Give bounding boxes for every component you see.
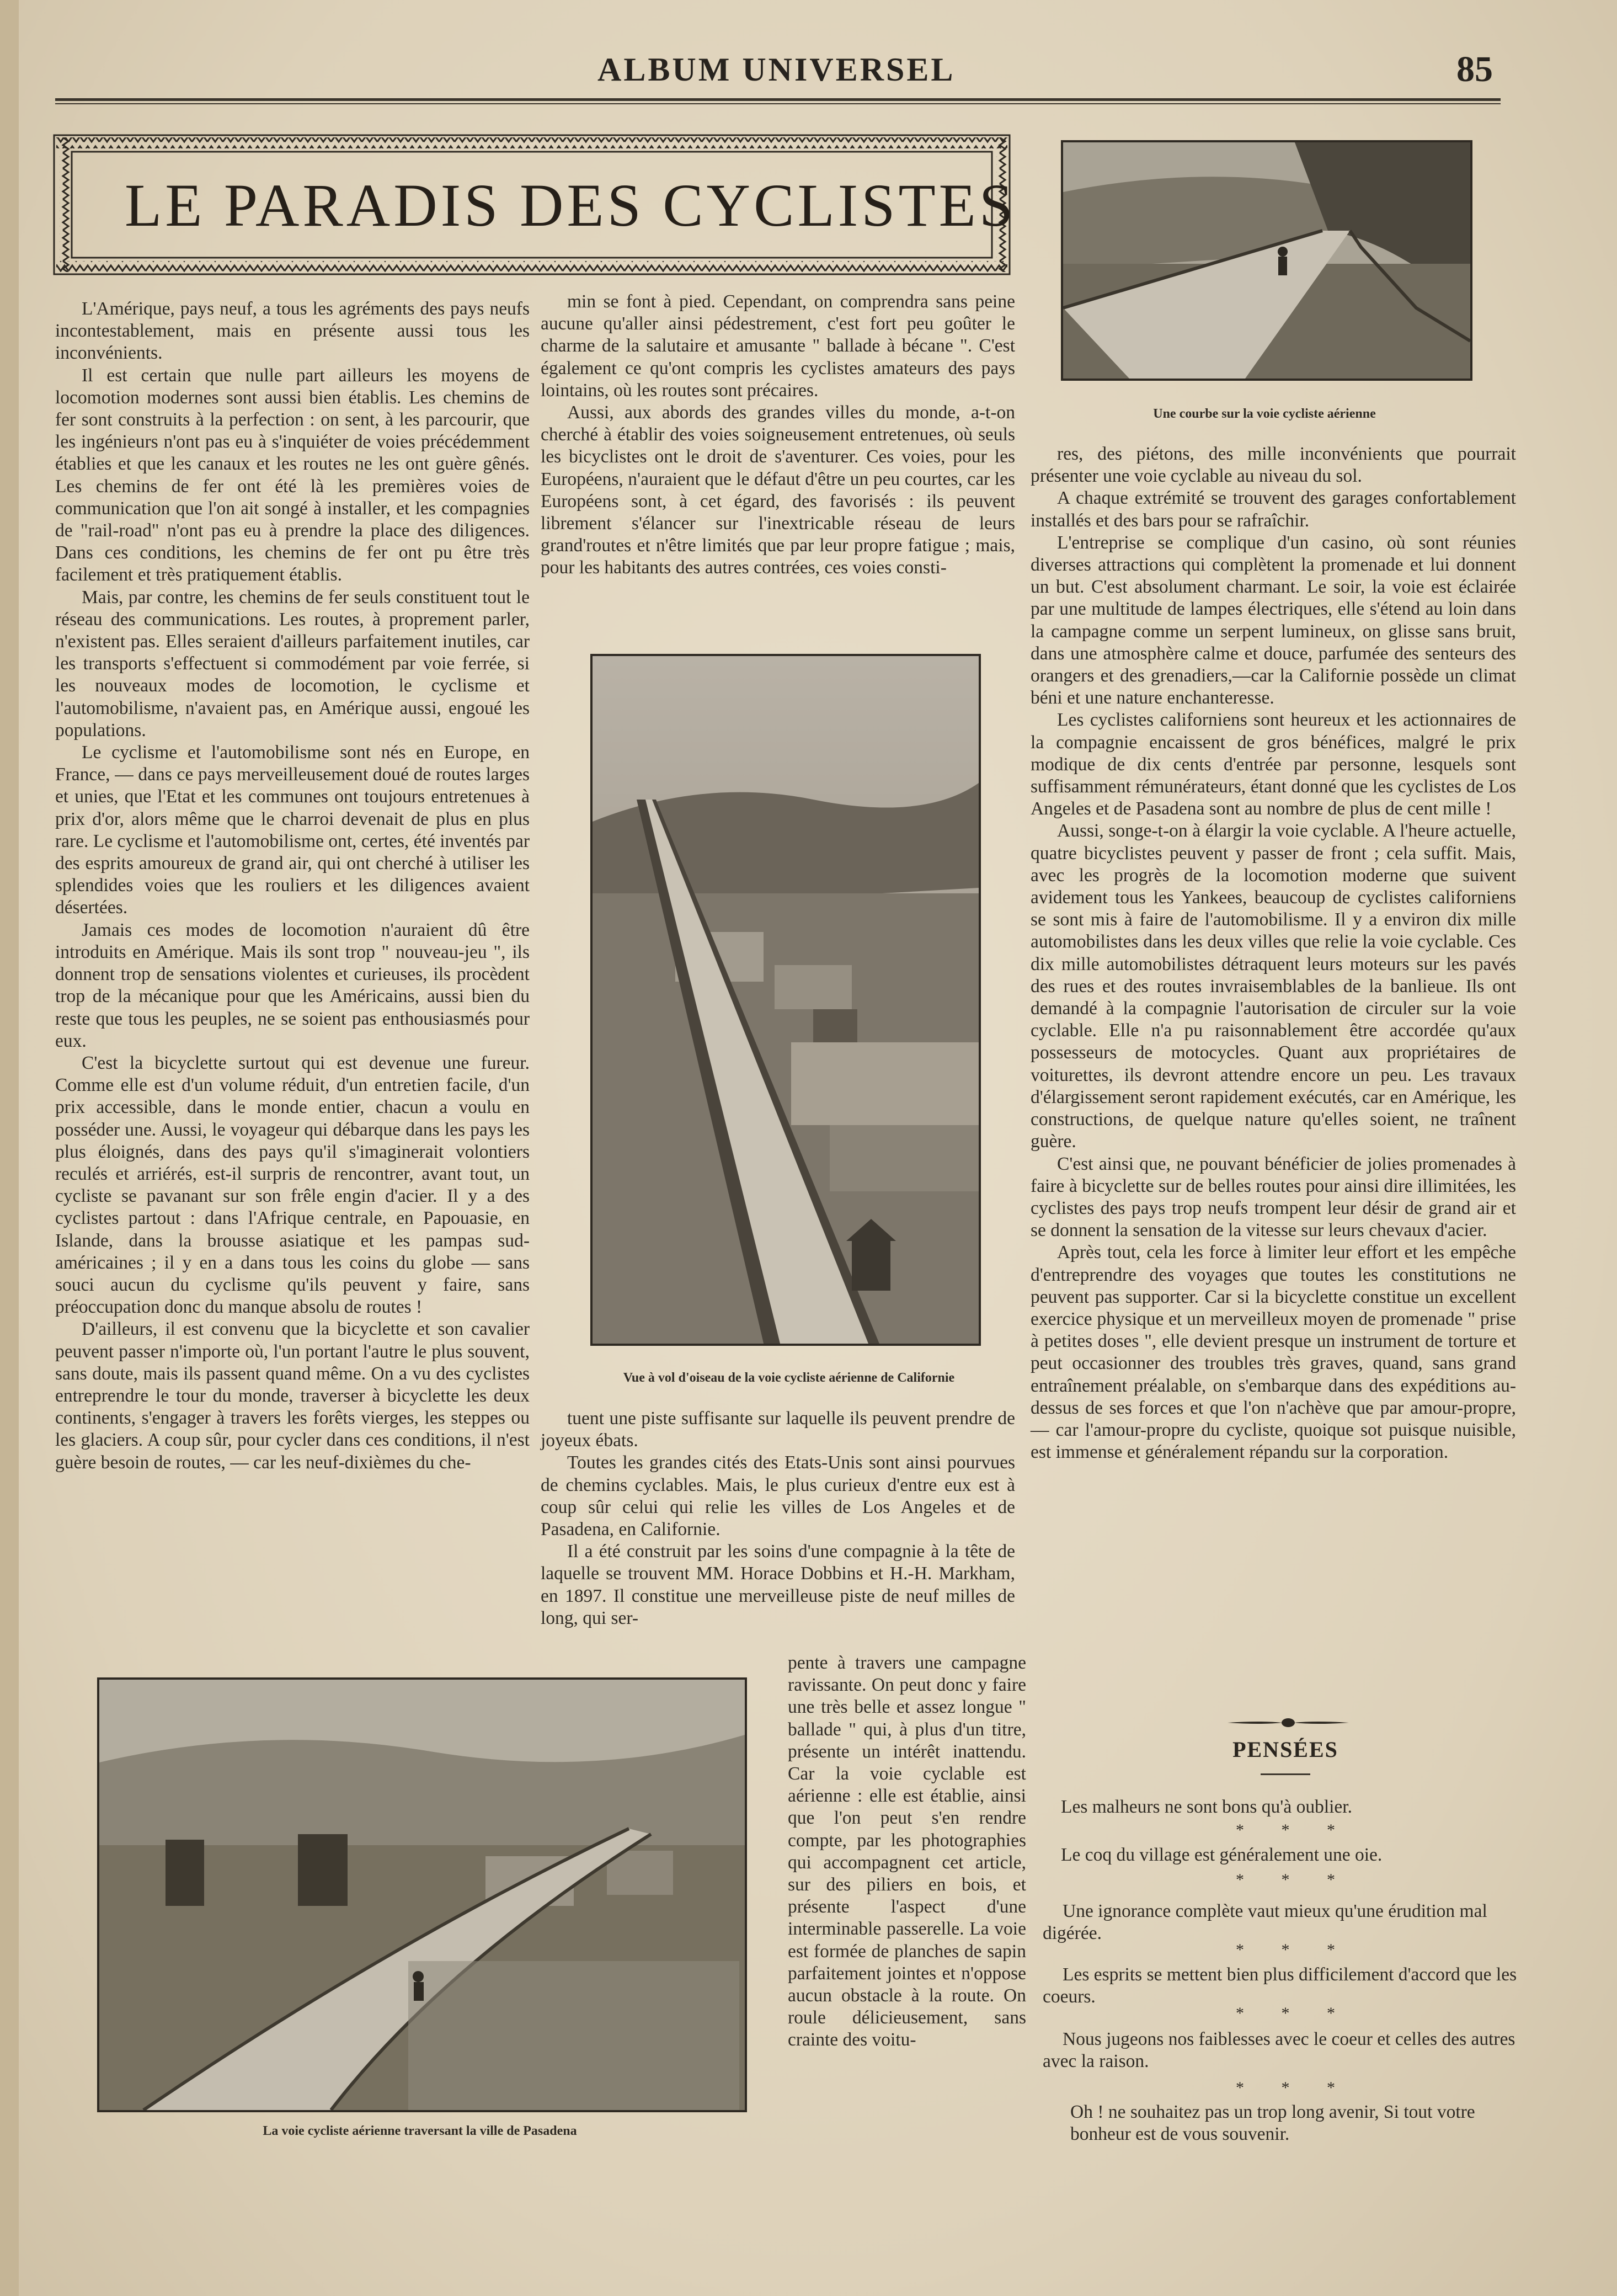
paragraph: Après tout, cela les force à limiter leur effort et les empêche d'entreprendre des voyages que toutes les constitutions ne peuvent pas supporter. Car si la bicyclette constitue un excellent exercice physique et un merveilleux moyen de promenade " prise à petites doses ", elle devient presque un instrument de torture et peut occasionner des troubles très graves, quand, sans grand entraînement préalable, on s'embarque dans des expéditions au-dessus de ses forces et que l'on n'achève que par amour-propre, — car l'amour-propre du cycliste, quoique sot puisque nuisible, est immense et généralement répandu sur la corporation. (1031, 1242, 1516, 1463)
photo-curve-image (1063, 142, 1470, 379)
paragraph: res, des piétons, des mille inconvénients que pourrait présenter une voie cyclable au niveau du sol. (1031, 444, 1516, 487)
pensee-4: Les esprits se mettent bien plus difficilement d'accord que les coeurs. (1043, 1964, 1517, 2007)
column-2-middle (541, 1408, 1015, 1629)
pensees-title: PENSÉES (1232, 1737, 1338, 1762)
photo-curve (1061, 140, 1472, 381)
paragraph: min se font à pied. Cependant, on comprendra sans peine aucune qu'aller ainsi pédestrement, c'est fort peu goûter le charme de la salutaire et amusante " ballade à bécane ". C'est également ce qu'ont compris les cyclistes amateurs des pays lointains, où les routes sont précaires. (541, 291, 1015, 401)
paragraph: Les cyclistes californiens sont heureux et les actionnaires de la compagnie encaissent de gros bénéfices, malgré le prix modique de dix cents d'entrée par personne, lesquels sont suffisamment rémunérateurs, étant donné que les cyclistes de Los Angeles et de Pasadena sont au nombre de plus de cent mille ! (1031, 710, 1516, 819)
header-rule-thin (55, 103, 1501, 104)
header-rule (55, 98, 1501, 101)
paragraph: pente à travers une campagne ravissante. On peut donc y faire une très belle et assez longue " ballade " qui, à plus d'un titre, présente un intérêt inattendu. Car la voie cyclable est aérienne : elle est établie, ainsi que l'on peut s'en rendre compte, par les photographies qui accompagnent cet article, sur des piliers en bois, et présente l'aspect d'une interminable passerelle. La voie est formée de planches de sapin parfaitement jointes et n'oppose aucun obstacle à la route. On roule délicieusement, sans crainte des voitu- (788, 1653, 1026, 2050)
pensee-separator: * * * (1236, 1871, 1352, 1889)
paragraph: Aussi, aux abords des grandes villes du monde, a-t-on cherché à établir des voies soigneusement entretenues, où seuls les bicyclistes ont le droit de s'aventurer. Ces voies, pour les Européens, n'auraient que le défaut d'être un peu courtes, car les Européens sont, à cet égard, des favorisés : ils peuvent librement s'élancer sur l'inextricable réseau de leurs grand'routes et n'être limités que par leur propre fatigue ; mais, pour les habitants des autres contrées, ces voies consti- (541, 402, 1015, 578)
pensee-3: Une ignorance complète vaut mieux qu'une érudition mal digérée. (1043, 1901, 1487, 1943)
paragraph: L'entreprise se complique d'un casino, où sont réunies diverses attractions qui complètent la promenade et lui donnent un but. C'est absolument charmant. Le soir, la voie est éclairée par une multitude de lampes électriques, elle s'étend au loin dans la campagne comme un serpent lumineux, on glisse sans bruit, dans une atmosphère calme et douce, parfumée des senteurs des orangers et des grenadiers,—car la Californie possède un climat béni et une nature enchanteresse. (1031, 532, 1516, 708)
paragraph: C'est ainsi que, ne pouvant bénéficier de jolies promenades à faire à bicyclette sur de belles routes pour ainsi dire illimitées, les cyclistes des pays trop neufs trompent leur désir de grand air et se donnent la sensation de la vitesse sur leurs chevaux d'acier. (1031, 1153, 1516, 1241)
pensee-2: Le coq du village est généralement une oie. (1061, 1845, 1383, 1865)
pensees-rule (1261, 1773, 1310, 1775)
column-1 (55, 298, 530, 1474)
paragraph: A chaque extrémité se trouvent des garages confortablement installés et des bars pour se rafraîchir. (1031, 488, 1516, 531)
paragraph: Mais, par contre, les chemins de fer seuls constituent tout le réseau des communications. Les routes, à proprement parler, n'existent pas. Elles seraient d'ailleurs parfaitement inutiles, car les transports s'effectuent si commodément par voie ferrée, si les nouveaux modes de locomotion, le cyclisme et l'automobilisme, n'avaient pas, en Amérique aussi, engoué les populations. (55, 587, 530, 741)
pensee-1: Les malheurs ne sont bons qu'à oublier. (1061, 1797, 1352, 1817)
paragraph: C'est la bicyclette surtout qui est devenue une fureur. Comme elle est d'un volume réduit, d'un entretien facile, d'un prix accessible, dans le monde entier, chacun a voulu en posséder une. Aussi, le voyageur qui débarque dans les pays les plus éloignés, dans des pays qu'il s'imaginerait volontiers reculés et arriérés, est-il surpris de rencontrer, avant tout, un cycliste se pavanant sur son frêle engin d'acier. Il y a des cyclistes partout : dans l'Afrique centrale, en Papouasie, en Islande, dans la brousse asiatique et les pampas sud-américaines ; il y en a dans tous les coins du globe — sans souci aucun du cyclisme qu'ils peuvent y faire, sans préoccupation donc du manque absolu de routes ! (55, 1052, 530, 1318)
pensee-separator: * * * (1236, 2079, 1352, 2097)
caption-birds-eye-view: Vue à vol d'oiseau de la voie cycliste aérienne de Californie (623, 1371, 955, 1385)
caption-curve: Une courbe sur la voie cycliste aérienne (1153, 407, 1376, 421)
photo-pasadena-image (99, 1680, 745, 2110)
column-2-narrow (788, 1652, 1026, 2052)
page-binding-edge (0, 0, 19, 2296)
paragraph: Il a été construit par les soins d'une compagnie à la tête de laquelle se trouvent MM. Horace Dobbins et H.-H. Markham, en 1897. Il constitue une merveilleuse piste de neuf milles de long, qui ser- (541, 1541, 1015, 1628)
article-title: LE PARADIS DES CYCLISTES (125, 172, 1017, 239)
paragraph: tuent une piste suffisante sur laquelle ils peuvent prendre de joyeux ébats. (541, 1408, 1015, 1451)
ornament-divider (1228, 1716, 1349, 1730)
photo-birds-eye-view (590, 654, 981, 1346)
paragraph: Il est certain que nulle part ailleurs les moyens de locomotion modernes sont aussi bien établis. Les chemins de fer sont construits à la perfection : on sent, à les parcourir, que les ingénieurs n'ont pas eu à s'inquiéter de voies précédemment établies et que les canaux et les routes ne les ont guère gênés. Les chemins de fer ont été là les premières voies de communication que l'on ait songé à installer, et les compagnies de "rail-road" n'ont pas eu à prendre la place des diligences. Dans ces conditions, les chemins de fer ont pu être très facilement et très pratiquement établis. (55, 365, 530, 585)
column-2-top (541, 291, 1015, 579)
paragraph: Jamais ces modes de locomotion n'auraient dû être introduits en Amérique. Mais ils sont trop " nouveau-jeu ", ils donnent trop de sensations violentes et curieuses, ils procèdent trop de la mécanique pour que les Américains, aussi bien du reste que tous les peuples, ne se soient pas enthousiasmés pour eux. (55, 919, 530, 1051)
paragraph: Aussi, songe-t-on à élargir la voie cyclable. A l'heure actuelle, quatre bicyclistes peuvent y passer de front ; cela suffit. Mais, avec les progrès de la locomotion moderne que suivent avidement tous les Yankees, beaucoup de cyclistes californiens se sont mis à faire de l'automobilisme. Il y a environ dix mille automobilistes dans les deux villes que relie la voie cyclable. Ces dix mille automobilistes détraquent leurs moteurs sur les pavés des rues et des routes invraisemblables de la banlieue. Ils ont demandé à la compagnie l'autorisation de circuler sur la voie cyclable. Elle n'a pu raisonnablement être accordée qu'aux possesseurs de motocycles. Quant aux propriétaires de voiturettes, ils devront attendre encore un peu. Les travaux d'élargissement seront rapidement exécutés, car en Amérique, les constructions, de quelque nature qu'elles soient, ne traînent guère. (1031, 821, 1516, 1152)
column-3 (1031, 443, 1516, 1463)
pensee-separator: * * * (1236, 1821, 1352, 1839)
pensee-separator: * * * (1236, 2004, 1352, 2022)
article-title-box (53, 134, 1017, 275)
page-number: 85 (1456, 49, 1493, 89)
caption-pasadena: La voie cycliste aérienne traversant la ville de Pasadena (263, 2124, 577, 2138)
publication-title: ALBUM UNIVERSEL (597, 51, 956, 88)
pensee-separator: * * * (1236, 1941, 1352, 1959)
paragraph: Toutes les grandes cités des Etats-Unis sont ainsi pourvues de chemins cyclables. Mais, le plus curieux d'entre eux est à coup sûr celui qui relie les villes de Los Angeles et de Pasadena, en Californie. (541, 1452, 1015, 1540)
pensee-5: Nous jugeons nos faiblesses avec le coeur et celles des autres avec la raison. (1043, 2029, 1515, 2071)
paragraph: L'Amérique, pays neuf, a tous les agréments des pays neufs incontestablement, mais en présente aussi tous les inconvénients. (55, 299, 530, 364)
photo-birds-eye-image (593, 656, 979, 1344)
photo-pasadena (97, 1677, 747, 2112)
paragraph: Le cyclisme et l'automobilisme sont nés en Europe, en France, — dans ce pays merveilleusement doué de routes larges et unies, que l'Etat et les communes ont toujours entretenues à prix d'or, alors même que le charroi devenait de plus en plus rare. Le cyclisme et l'automobilisme ont, certes, été inventés par des esprits amoureux de grand air, qui ont cherché à utiliser les splendides voies que les rouliers et les diligences avaient désertées. (55, 742, 530, 918)
paragraph: D'ailleurs, il est convenu que la bicyclette et son cavalier peuvent passer n'importe où, l'un portant l'autre le plus souvent, sans doute, mais ils passent quand même. On a vu des cyclistes entreprendre le tour du monde, traverser à bicyclette les deux continents, s'engager à travers les forêts vierges, les steppes ou les glaciers. A coup sûr, pour cycler dans ces conditions, il n'est guère besoin de routes, — car les neuf-dixièmes du che- (55, 1319, 530, 1473)
pensee-6: Oh ! ne souhaitez pas un trop long avenir, Si tout votre bonheur est de vous souvenir. (1070, 2102, 1475, 2144)
